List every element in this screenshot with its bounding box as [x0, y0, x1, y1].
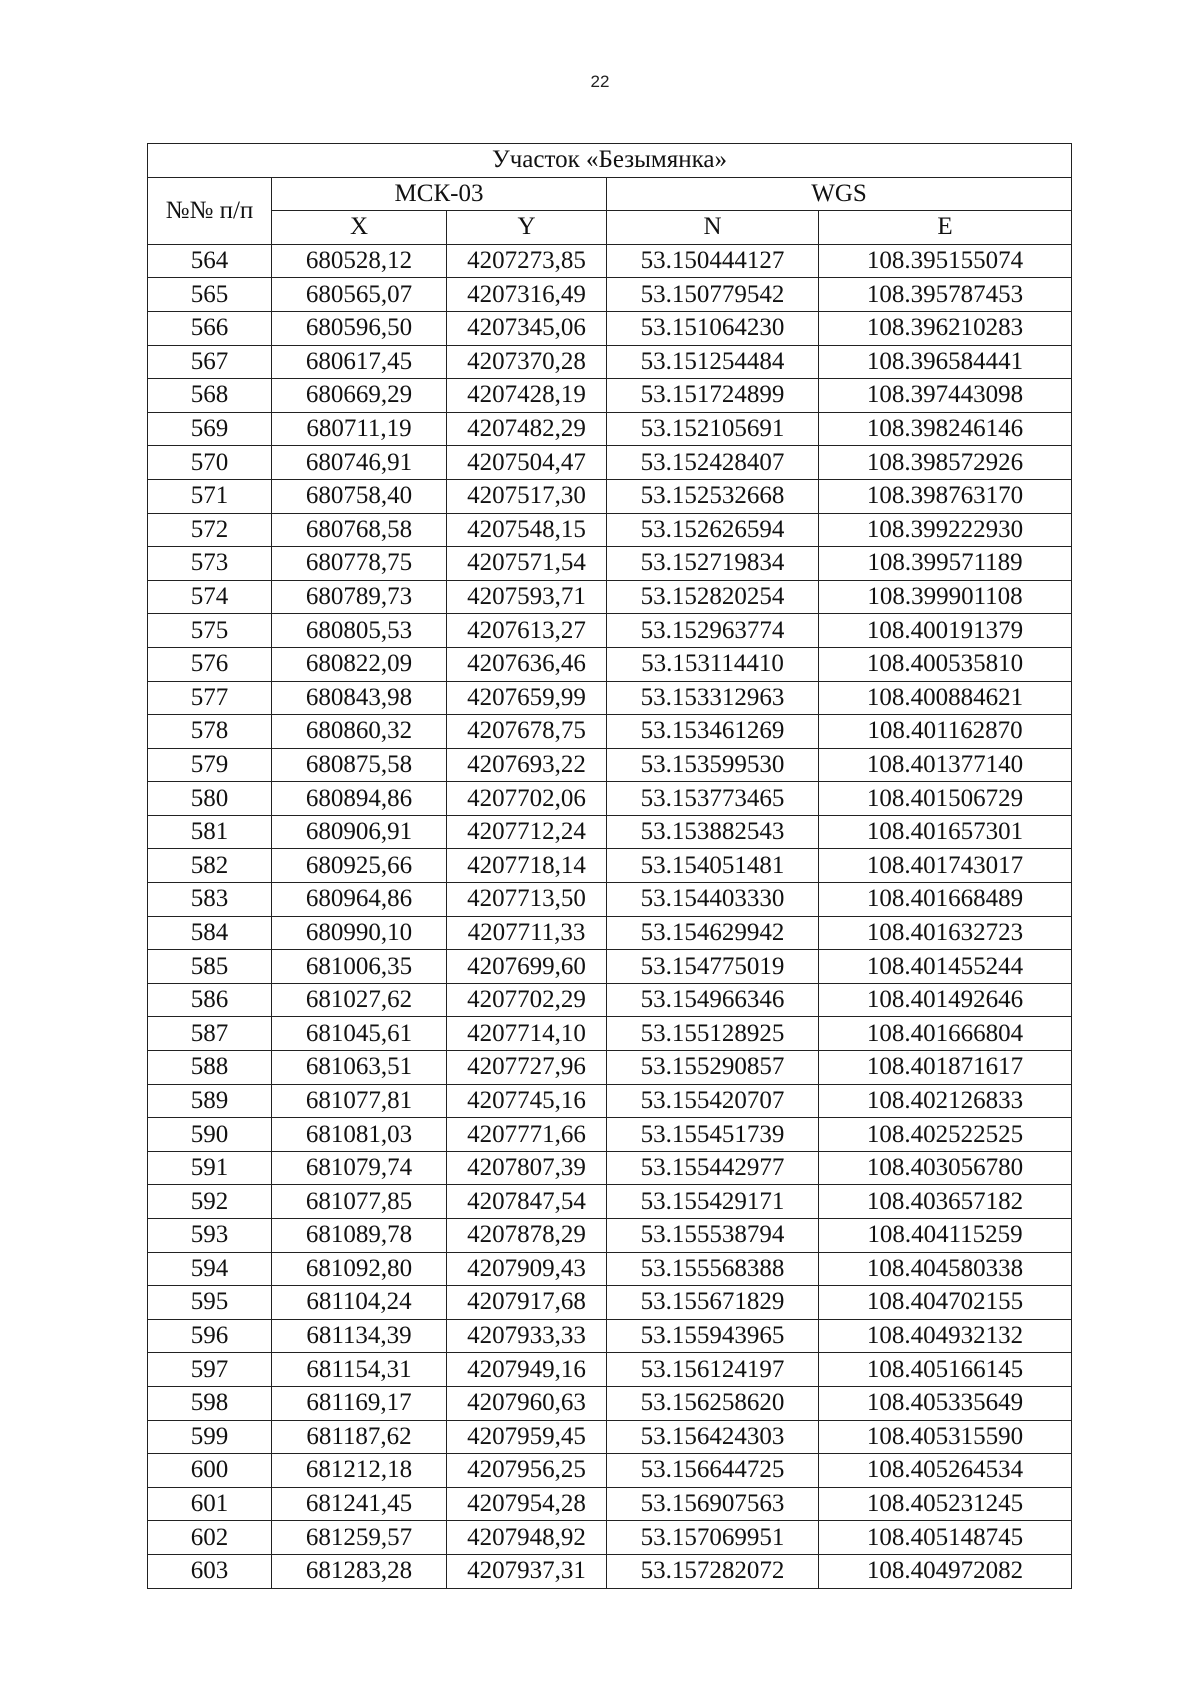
cell-x: 681063,51 [272, 1051, 447, 1085]
cell-x: 680925,66 [272, 849, 447, 883]
table-row [148, 1554, 1072, 1588]
cell-n: 53.155568388 [607, 1252, 819, 1286]
coordinates-table [147, 143, 1072, 1589]
cell-num: 575 [148, 614, 272, 648]
cell-x: 680528,12 [272, 244, 447, 278]
cell-num: 580 [148, 782, 272, 816]
cell-e: 108.401743017 [819, 849, 1072, 883]
table-row [148, 345, 1072, 379]
cell-num: 569 [148, 412, 272, 446]
cell-y: 4207593,71 [447, 580, 607, 614]
cell-y: 4207699,60 [447, 950, 607, 984]
table-row [148, 883, 1072, 917]
cell-y: 4207711,33 [447, 916, 607, 950]
cell-n: 53.157069951 [607, 1521, 819, 1555]
cell-n: 53.155451739 [607, 1118, 819, 1152]
cell-num: 585 [148, 950, 272, 984]
cell-e: 108.404932132 [819, 1319, 1072, 1353]
cell-num: 579 [148, 748, 272, 782]
cell-n: 53.156644725 [607, 1454, 819, 1488]
cell-y: 4207727,96 [447, 1051, 607, 1085]
cell-e: 108.401668489 [819, 883, 1072, 917]
header-wgs-group: WGS [607, 177, 1072, 211]
cell-e: 108.400884621 [819, 681, 1072, 715]
cell-x: 680746,91 [272, 446, 447, 480]
cell-x: 681134,39 [272, 1319, 447, 1353]
cell-y: 4207878,29 [447, 1219, 607, 1253]
cell-num: 588 [148, 1051, 272, 1085]
cell-e: 108.395155074 [819, 244, 1072, 278]
table-row [148, 1521, 1072, 1555]
cell-y: 4207571,54 [447, 547, 607, 581]
table-row [148, 244, 1072, 278]
cell-num: 568 [148, 379, 272, 413]
cell-n: 53.151254484 [607, 345, 819, 379]
cell-y: 4207807,39 [447, 1151, 607, 1185]
table-row [148, 849, 1072, 883]
cell-n: 53.153882543 [607, 815, 819, 849]
cell-x: 680789,73 [272, 580, 447, 614]
cell-x: 680778,75 [272, 547, 447, 581]
cell-e: 108.401377140 [819, 748, 1072, 782]
cell-x: 680964,86 [272, 883, 447, 917]
cell-y: 4207771,66 [447, 1118, 607, 1152]
cell-e: 108.398246146 [819, 412, 1072, 446]
cell-e: 108.399901108 [819, 580, 1072, 614]
table-row [148, 513, 1072, 547]
table-row [148, 311, 1072, 345]
cell-n: 53.152820254 [607, 580, 819, 614]
cell-n: 53.152428407 [607, 446, 819, 480]
cell-num: 595 [148, 1286, 272, 1320]
cell-e: 108.405335649 [819, 1386, 1072, 1420]
cell-e: 108.404702155 [819, 1286, 1072, 1320]
cell-x: 680875,58 [272, 748, 447, 782]
cell-y: 4207745,16 [447, 1084, 607, 1118]
cell-e: 108.401657301 [819, 815, 1072, 849]
cell-x: 681027,62 [272, 983, 447, 1017]
cell-n: 53.153599530 [607, 748, 819, 782]
cell-n: 53.155943965 [607, 1319, 819, 1353]
table-row [148, 1051, 1072, 1085]
cell-num: 586 [148, 983, 272, 1017]
cell-y: 4207636,46 [447, 647, 607, 681]
cell-y: 4207960,63 [447, 1386, 607, 1420]
cell-y: 4207909,43 [447, 1252, 607, 1286]
cell-n: 53.150779542 [607, 278, 819, 312]
cell-num: 567 [148, 345, 272, 379]
cell-x: 681212,18 [272, 1454, 447, 1488]
cell-x: 680596,50 [272, 311, 447, 345]
cell-num: 601 [148, 1487, 272, 1521]
cell-num: 593 [148, 1219, 272, 1253]
table-row [148, 1084, 1072, 1118]
cell-y: 4207548,15 [447, 513, 607, 547]
table-row [148, 1286, 1072, 1320]
cell-n: 53.151064230 [607, 311, 819, 345]
table-row [148, 614, 1072, 648]
table-row [148, 748, 1072, 782]
cell-y: 4207345,06 [447, 311, 607, 345]
cell-y: 4207933,33 [447, 1319, 607, 1353]
cell-e: 108.405264534 [819, 1454, 1072, 1488]
cell-n: 53.154051481 [607, 849, 819, 883]
cell-e: 108.402522525 [819, 1118, 1072, 1152]
cell-n: 53.155290857 [607, 1051, 819, 1085]
cell-num: 582 [148, 849, 272, 883]
cell-n: 53.155538794 [607, 1219, 819, 1253]
cell-e: 108.405166145 [819, 1353, 1072, 1387]
table-title: Участок «Безымянка» [148, 144, 1072, 178]
cell-num: 589 [148, 1084, 272, 1118]
cell-e: 108.401162870 [819, 715, 1072, 749]
cell-x: 680617,45 [272, 345, 447, 379]
cell-y: 4207693,22 [447, 748, 607, 782]
table-row [148, 681, 1072, 715]
cell-y: 4207712,24 [447, 815, 607, 849]
table-row [148, 1118, 1072, 1152]
cell-num: 597 [148, 1353, 272, 1387]
header-x: X [272, 211, 447, 245]
cell-x: 681081,03 [272, 1118, 447, 1152]
cell-n: 53.153312963 [607, 681, 819, 715]
table-row [148, 1487, 1072, 1521]
cell-n: 53.154403330 [607, 883, 819, 917]
cell-y: 4207702,29 [447, 983, 607, 1017]
cell-e: 108.400535810 [819, 647, 1072, 681]
cell-x: 680822,09 [272, 647, 447, 681]
table-row [148, 983, 1072, 1017]
table-body [148, 244, 1072, 1588]
cell-num: 576 [148, 647, 272, 681]
cell-num: 577 [148, 681, 272, 715]
cell-n: 53.154629942 [607, 916, 819, 950]
cell-num: 596 [148, 1319, 272, 1353]
cell-x: 681006,35 [272, 950, 447, 984]
cell-e: 108.401506729 [819, 782, 1072, 816]
cell-n: 53.152719834 [607, 547, 819, 581]
table-row [148, 1319, 1072, 1353]
cell-e: 108.399571189 [819, 547, 1072, 581]
table-row [148, 379, 1072, 413]
cell-n: 53.157282072 [607, 1554, 819, 1588]
cell-x: 680758,40 [272, 479, 447, 513]
cell-num: 566 [148, 311, 272, 345]
cell-y: 4207517,30 [447, 479, 607, 513]
table-row [148, 916, 1072, 950]
cell-n: 53.153773465 [607, 782, 819, 816]
cell-x: 681089,78 [272, 1219, 447, 1253]
cell-num: 571 [148, 479, 272, 513]
cell-x: 681077,85 [272, 1185, 447, 1219]
cell-num: 598 [148, 1386, 272, 1420]
cell-y: 4207948,92 [447, 1521, 607, 1555]
cell-y: 4207702,06 [447, 782, 607, 816]
cell-e: 108.397443098 [819, 379, 1072, 413]
cell-y: 4207917,68 [447, 1286, 607, 1320]
cell-n: 53.155429171 [607, 1185, 819, 1219]
cell-y: 4207428,19 [447, 379, 607, 413]
table-row [148, 1017, 1072, 1051]
cell-y: 4207959,45 [447, 1420, 607, 1454]
table-row [148, 1386, 1072, 1420]
cell-x: 681104,24 [272, 1286, 447, 1320]
cell-e: 108.401492646 [819, 983, 1072, 1017]
cell-x: 680906,91 [272, 815, 447, 849]
cell-n: 53.152626594 [607, 513, 819, 547]
cell-e: 108.404972082 [819, 1554, 1072, 1588]
cell-y: 4207504,47 [447, 446, 607, 480]
cell-num: 573 [148, 547, 272, 581]
cell-num: 565 [148, 278, 272, 312]
cell-y: 4207714,10 [447, 1017, 607, 1051]
cell-num: 600 [148, 1454, 272, 1488]
cell-e: 108.400191379 [819, 614, 1072, 648]
cell-x: 680669,29 [272, 379, 447, 413]
cell-x: 680768,58 [272, 513, 447, 547]
table-row [148, 412, 1072, 446]
table-row [148, 1219, 1072, 1253]
cell-x: 681077,81 [272, 1084, 447, 1118]
cell-e: 108.398572926 [819, 446, 1072, 480]
cell-num: 578 [148, 715, 272, 749]
cell-num: 592 [148, 1185, 272, 1219]
cell-x: 680711,19 [272, 412, 447, 446]
cell-num: 591 [148, 1151, 272, 1185]
cell-e: 108.396584441 [819, 345, 1072, 379]
table-row [148, 1353, 1072, 1387]
cell-num: 570 [148, 446, 272, 480]
cell-x: 681079,74 [272, 1151, 447, 1185]
cell-n: 53.152105691 [607, 412, 819, 446]
cell-e: 108.401632723 [819, 916, 1072, 950]
cell-e: 108.404580338 [819, 1252, 1072, 1286]
table-row [148, 647, 1072, 681]
cell-num: 590 [148, 1118, 272, 1152]
table-row [148, 479, 1072, 513]
cell-y: 4207956,25 [447, 1454, 607, 1488]
cell-x: 681283,28 [272, 1554, 447, 1588]
cell-x: 681187,62 [272, 1420, 447, 1454]
cell-y: 4207678,75 [447, 715, 607, 749]
cell-e: 108.404115259 [819, 1219, 1072, 1253]
cell-n: 53.153461269 [607, 715, 819, 749]
cell-num: 572 [148, 513, 272, 547]
cell-n: 53.154966346 [607, 983, 819, 1017]
cell-num: 574 [148, 580, 272, 614]
cell-n: 53.156907563 [607, 1487, 819, 1521]
cell-x: 680990,10 [272, 916, 447, 950]
cell-num: 587 [148, 1017, 272, 1051]
cell-n: 53.156424303 [607, 1420, 819, 1454]
cell-y: 4207613,27 [447, 614, 607, 648]
cell-num: 603 [148, 1554, 272, 1588]
cell-n: 53.156124197 [607, 1353, 819, 1387]
cell-num: 584 [148, 916, 272, 950]
table-row [148, 1420, 1072, 1454]
cell-num: 564 [148, 244, 272, 278]
header-column-row [148, 211, 1072, 245]
cell-x: 681154,31 [272, 1353, 447, 1387]
cell-e: 108.401455244 [819, 950, 1072, 984]
header-group-row [148, 177, 1072, 211]
table-row [148, 1151, 1072, 1185]
cell-e: 108.401871617 [819, 1051, 1072, 1085]
table-row [148, 547, 1072, 581]
cell-y: 4207273,85 [447, 244, 607, 278]
cell-num: 583 [148, 883, 272, 917]
cell-n: 53.155442977 [607, 1151, 819, 1185]
cell-y: 4207659,99 [447, 681, 607, 715]
table-row [148, 1454, 1072, 1488]
header-y: Y [447, 211, 607, 245]
header-msk-group: МСК-03 [272, 177, 607, 211]
table-row [148, 715, 1072, 749]
cell-e: 108.401666804 [819, 1017, 1072, 1051]
cell-y: 4207718,14 [447, 849, 607, 883]
cell-num: 594 [148, 1252, 272, 1286]
cell-e: 108.395787453 [819, 278, 1072, 312]
table-row [148, 782, 1072, 816]
table-row [148, 446, 1072, 480]
cell-y: 4207954,28 [447, 1487, 607, 1521]
table-row [148, 815, 1072, 849]
table-title-row [148, 144, 1072, 178]
cell-y: 4207316,49 [447, 278, 607, 312]
cell-x: 681169,17 [272, 1386, 447, 1420]
cell-num: 581 [148, 815, 272, 849]
cell-e: 108.398763170 [819, 479, 1072, 513]
cell-x: 680565,07 [272, 278, 447, 312]
cell-n: 53.155671829 [607, 1286, 819, 1320]
header-e: E [819, 211, 1072, 245]
cell-x: 680843,98 [272, 681, 447, 715]
cell-y: 4207847,54 [447, 1185, 607, 1219]
table-row [148, 580, 1072, 614]
cell-n: 53.151724899 [607, 379, 819, 413]
cell-num: 599 [148, 1420, 272, 1454]
cell-num: 602 [148, 1521, 272, 1555]
header-num: №№ п/п [148, 177, 272, 244]
cell-x: 681092,80 [272, 1252, 447, 1286]
table-row [148, 278, 1072, 312]
cell-n: 53.155128925 [607, 1017, 819, 1051]
cell-n: 53.155420707 [607, 1084, 819, 1118]
cell-e: 108.399222930 [819, 513, 1072, 547]
cell-n: 53.153114410 [607, 647, 819, 681]
cell-x: 681241,45 [272, 1487, 447, 1521]
cell-e: 108.403056780 [819, 1151, 1072, 1185]
table-row [148, 950, 1072, 984]
cell-e: 108.403657182 [819, 1185, 1072, 1219]
cell-y: 4207370,28 [447, 345, 607, 379]
cell-e: 108.405231245 [819, 1487, 1072, 1521]
cell-y: 4207713,50 [447, 883, 607, 917]
cell-n: 53.152963774 [607, 614, 819, 648]
cell-e: 108.396210283 [819, 311, 1072, 345]
cell-e: 108.405148745 [819, 1521, 1072, 1555]
cell-x: 680894,86 [272, 782, 447, 816]
table-row [148, 1252, 1072, 1286]
cell-x: 680860,32 [272, 715, 447, 749]
cell-e: 108.405315590 [819, 1420, 1072, 1454]
cell-n: 53.150444127 [607, 244, 819, 278]
cell-x: 681259,57 [272, 1521, 447, 1555]
table-row [148, 1185, 1072, 1219]
cell-x: 681045,61 [272, 1017, 447, 1051]
header-n: N [607, 211, 819, 245]
page-number: 22 [590, 72, 610, 91]
cell-n: 53.152532668 [607, 479, 819, 513]
cell-n: 53.154775019 [607, 950, 819, 984]
cell-y: 4207482,29 [447, 412, 607, 446]
cell-e: 108.402126833 [819, 1084, 1072, 1118]
cell-y: 4207937,31 [447, 1554, 607, 1588]
cell-x: 680805,53 [272, 614, 447, 648]
cell-n: 53.156258620 [607, 1386, 819, 1420]
cell-y: 4207949,16 [447, 1353, 607, 1387]
